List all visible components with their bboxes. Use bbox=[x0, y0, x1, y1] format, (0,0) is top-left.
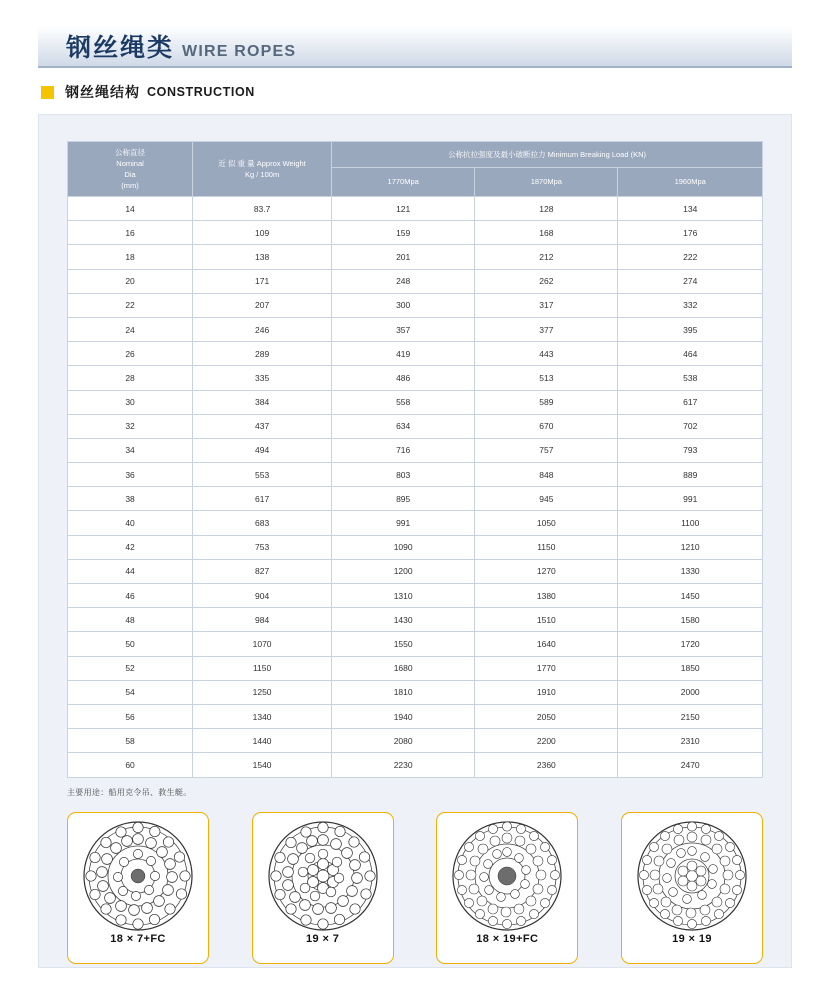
table-row bbox=[68, 704, 763, 728]
table-cell: 1550 bbox=[332, 632, 475, 656]
table-row bbox=[68, 584, 763, 608]
table-cell: 1850 bbox=[618, 656, 763, 680]
table-row bbox=[68, 656, 763, 680]
rope-cross-section-18x19-fc-icon bbox=[451, 820, 563, 932]
page-title-bar bbox=[38, 26, 792, 68]
page-title-english: WIRE ROPES bbox=[182, 43, 297, 60]
table-cell: 212 bbox=[475, 245, 618, 269]
table-cell: 54 bbox=[68, 680, 193, 704]
table-row bbox=[68, 221, 763, 245]
table-cell: 222 bbox=[618, 245, 763, 269]
table-row bbox=[68, 608, 763, 632]
table-cell: 419 bbox=[332, 342, 475, 366]
table-row bbox=[68, 680, 763, 704]
figure-label-2: 19 × 7 bbox=[306, 932, 340, 945]
table-cell: 558 bbox=[332, 390, 475, 414]
table-row bbox=[68, 535, 763, 559]
table-cell: 1440 bbox=[193, 729, 332, 753]
table-cell: 889 bbox=[618, 463, 763, 487]
table-cell: 617 bbox=[193, 487, 332, 511]
header-breaking-load: 公称抗拉强度及最小破断拉力 Minimum Breaking Load (KN) bbox=[332, 142, 763, 168]
figure-card-2 bbox=[252, 812, 394, 964]
table-cell: 1430 bbox=[332, 608, 475, 632]
header-approx-weight-line2: Kg / 100m bbox=[245, 170, 280, 179]
table-cell: 670 bbox=[475, 414, 618, 438]
section-heading bbox=[38, 82, 792, 102]
header-nominal-dia-line1: 公称直径 bbox=[115, 147, 146, 157]
table-cell: 895 bbox=[332, 487, 475, 511]
figure-card-1 bbox=[67, 812, 209, 964]
table-cell: 40 bbox=[68, 511, 193, 535]
header-approx-weight-line1: 近 似 重 量 Approx Weight bbox=[218, 158, 306, 168]
table-cell: 683 bbox=[193, 511, 332, 535]
table-cell: 44 bbox=[68, 559, 193, 583]
table-cell: 159 bbox=[332, 221, 475, 245]
table-cell: 1330 bbox=[618, 559, 763, 583]
table-cell: 83.7 bbox=[193, 197, 332, 221]
table-row bbox=[68, 511, 763, 535]
table-row bbox=[68, 390, 763, 414]
table-cell: 1720 bbox=[618, 632, 763, 656]
table-cell: 634 bbox=[332, 414, 475, 438]
table-cell: 168 bbox=[475, 221, 618, 245]
table-cell: 1250 bbox=[193, 680, 332, 704]
table-cell: 2230 bbox=[332, 753, 475, 777]
table-cell: 1770 bbox=[475, 656, 618, 680]
table-cell: 134 bbox=[618, 197, 763, 221]
table-cell: 48 bbox=[68, 608, 193, 632]
rope-cross-section-19x19-icon bbox=[636, 820, 748, 932]
table-cell: 300 bbox=[332, 293, 475, 317]
table-cell: 1100 bbox=[618, 511, 763, 535]
table-cell: 1090 bbox=[332, 535, 475, 559]
table-cell: 589 bbox=[475, 390, 618, 414]
table-header-row-1 bbox=[68, 142, 763, 168]
table-cell: 2080 bbox=[332, 729, 475, 753]
table-cell: 991 bbox=[332, 511, 475, 535]
table-cell: 904 bbox=[193, 584, 332, 608]
header-grade-1870: 1870Mpa bbox=[475, 168, 618, 197]
table-cell: 1940 bbox=[332, 704, 475, 728]
table-cell: 1910 bbox=[475, 680, 618, 704]
table-cell: 464 bbox=[618, 342, 763, 366]
table-cell: 2000 bbox=[618, 680, 763, 704]
table-cell: 1580 bbox=[618, 608, 763, 632]
table-cell: 377 bbox=[475, 317, 618, 341]
table-cell: 1380 bbox=[475, 584, 618, 608]
table-cell: 58 bbox=[68, 729, 193, 753]
table-cell: 60 bbox=[68, 753, 193, 777]
table-cell: 848 bbox=[475, 463, 618, 487]
table-cell: 617 bbox=[618, 390, 763, 414]
table-cell: 494 bbox=[193, 438, 332, 462]
table-cell: 14 bbox=[68, 197, 193, 221]
table-cell: 2150 bbox=[618, 704, 763, 728]
table-row bbox=[68, 197, 763, 221]
table-cell: 1340 bbox=[193, 704, 332, 728]
table-cell: 803 bbox=[332, 463, 475, 487]
table-row bbox=[68, 487, 763, 511]
table-cell: 36 bbox=[68, 463, 193, 487]
table-cell: 437 bbox=[193, 414, 332, 438]
table-cell: 16 bbox=[68, 221, 193, 245]
header-grade-1770: 1770Mpa bbox=[332, 168, 475, 197]
table-cell: 207 bbox=[193, 293, 332, 317]
table-cell: 248 bbox=[332, 269, 475, 293]
table-row bbox=[68, 463, 763, 487]
table-cell: 1150 bbox=[193, 656, 332, 680]
table-cell: 1510 bbox=[475, 608, 618, 632]
table-cell: 20 bbox=[68, 269, 193, 293]
table-cell: 1270 bbox=[475, 559, 618, 583]
table-cell: 26 bbox=[68, 342, 193, 366]
table-row bbox=[68, 317, 763, 341]
usage-note: 主要用途：船用克令吊、救生艇。 bbox=[67, 787, 192, 797]
table-cell: 716 bbox=[332, 438, 475, 462]
table-cell: 56 bbox=[68, 704, 193, 728]
table-cell: 793 bbox=[618, 438, 763, 462]
table-cell: 1200 bbox=[332, 559, 475, 583]
rope-cross-section-18x7-fc-icon bbox=[82, 820, 194, 932]
table-cell: 32 bbox=[68, 414, 193, 438]
page-title-chinese: 钢丝绳类 bbox=[66, 34, 175, 62]
table-cell: 357 bbox=[332, 317, 475, 341]
figure-card-4 bbox=[621, 812, 763, 964]
table-cell: 34 bbox=[68, 438, 193, 462]
table-row bbox=[68, 366, 763, 390]
table-cell: 28 bbox=[68, 366, 193, 390]
table-row bbox=[68, 559, 763, 583]
table-cell: 24 bbox=[68, 317, 193, 341]
table-cell: 538 bbox=[618, 366, 763, 390]
table-cell: 1680 bbox=[332, 656, 475, 680]
table-cell: 553 bbox=[193, 463, 332, 487]
table-cell: 757 bbox=[475, 438, 618, 462]
table-cell: 753 bbox=[193, 535, 332, 559]
table-cell: 121 bbox=[332, 197, 475, 221]
table-row bbox=[68, 342, 763, 366]
table-row bbox=[68, 293, 763, 317]
table-cell: 2050 bbox=[475, 704, 618, 728]
table-cell: 176 bbox=[618, 221, 763, 245]
table-row bbox=[68, 414, 763, 438]
table-cell: 38 bbox=[68, 487, 193, 511]
table-cell: 2470 bbox=[618, 753, 763, 777]
table-cell: 486 bbox=[332, 366, 475, 390]
table-row bbox=[68, 245, 763, 269]
table-cell: 335 bbox=[193, 366, 332, 390]
specification-table bbox=[67, 141, 763, 778]
table-row bbox=[68, 753, 763, 777]
table-cell: 443 bbox=[475, 342, 618, 366]
table-cell: 262 bbox=[475, 269, 618, 293]
table-cell: 1310 bbox=[332, 584, 475, 608]
square-marker-icon bbox=[41, 86, 54, 99]
table-cell: 52 bbox=[68, 656, 193, 680]
table-cell: 50 bbox=[68, 632, 193, 656]
table-cell: 827 bbox=[193, 559, 332, 583]
table-cell: 1050 bbox=[475, 511, 618, 535]
table-cell: 1150 bbox=[475, 535, 618, 559]
table-cell: 46 bbox=[68, 584, 193, 608]
header-nominal-dia-line2: Nominal bbox=[116, 158, 144, 168]
table-cell: 317 bbox=[475, 293, 618, 317]
table-cell: 1810 bbox=[332, 680, 475, 704]
table-cell: 2310 bbox=[618, 729, 763, 753]
table-cell: 128 bbox=[475, 197, 618, 221]
table-row bbox=[68, 729, 763, 753]
table-cell: 289 bbox=[193, 342, 332, 366]
figure-label-3: 18 × 19+FC bbox=[476, 932, 539, 945]
header-nominal-dia-line4: (mm) bbox=[121, 181, 139, 191]
table-cell: 2200 bbox=[475, 729, 618, 753]
table-row bbox=[68, 632, 763, 656]
table-cell: 1070 bbox=[193, 632, 332, 656]
table-cell: 42 bbox=[68, 535, 193, 559]
figure-row bbox=[67, 812, 763, 964]
table-cell: 201 bbox=[332, 245, 475, 269]
table-cell: 984 bbox=[193, 608, 332, 632]
table-cell: 1640 bbox=[475, 632, 618, 656]
table-cell: 274 bbox=[618, 269, 763, 293]
table-cell: 246 bbox=[193, 317, 332, 341]
table-row bbox=[68, 269, 763, 293]
table-cell: 332 bbox=[618, 293, 763, 317]
table-cell: 384 bbox=[193, 390, 332, 414]
table-cell: 109 bbox=[193, 221, 332, 245]
table-body bbox=[68, 197, 763, 778]
header-grade-1960: 1960Mpa bbox=[618, 168, 763, 197]
table-cell: 1210 bbox=[618, 535, 763, 559]
table-cell: 18 bbox=[68, 245, 193, 269]
table-cell: 702 bbox=[618, 414, 763, 438]
header-nominal-dia-line3: Dia bbox=[124, 170, 136, 179]
header-nominal-dia bbox=[68, 142, 193, 197]
table-cell: 30 bbox=[68, 390, 193, 414]
table-row bbox=[68, 438, 763, 462]
figure-label-1: 18 × 7+FC bbox=[110, 932, 166, 945]
header-approx-weight bbox=[193, 142, 332, 197]
table-cell: 22 bbox=[68, 293, 193, 317]
table-cell: 171 bbox=[193, 269, 332, 293]
table-cell: 1540 bbox=[193, 753, 332, 777]
table-cell: 991 bbox=[618, 487, 763, 511]
table-cell: 2360 bbox=[475, 753, 618, 777]
table-cell: 1450 bbox=[618, 584, 763, 608]
content-panel bbox=[38, 114, 792, 968]
table-cell: 945 bbox=[475, 487, 618, 511]
section-title-english: CONSTRUCTION bbox=[147, 85, 255, 99]
table-cell: 395 bbox=[618, 317, 763, 341]
figure-card-3 bbox=[436, 812, 578, 964]
table-cell: 513 bbox=[475, 366, 618, 390]
table-cell: 138 bbox=[193, 245, 332, 269]
figure-label-4: 19 × 19 bbox=[672, 932, 712, 945]
section-title-chinese: 钢丝绳结构 bbox=[65, 84, 140, 100]
rope-cross-section-19x7-icon bbox=[267, 820, 379, 932]
